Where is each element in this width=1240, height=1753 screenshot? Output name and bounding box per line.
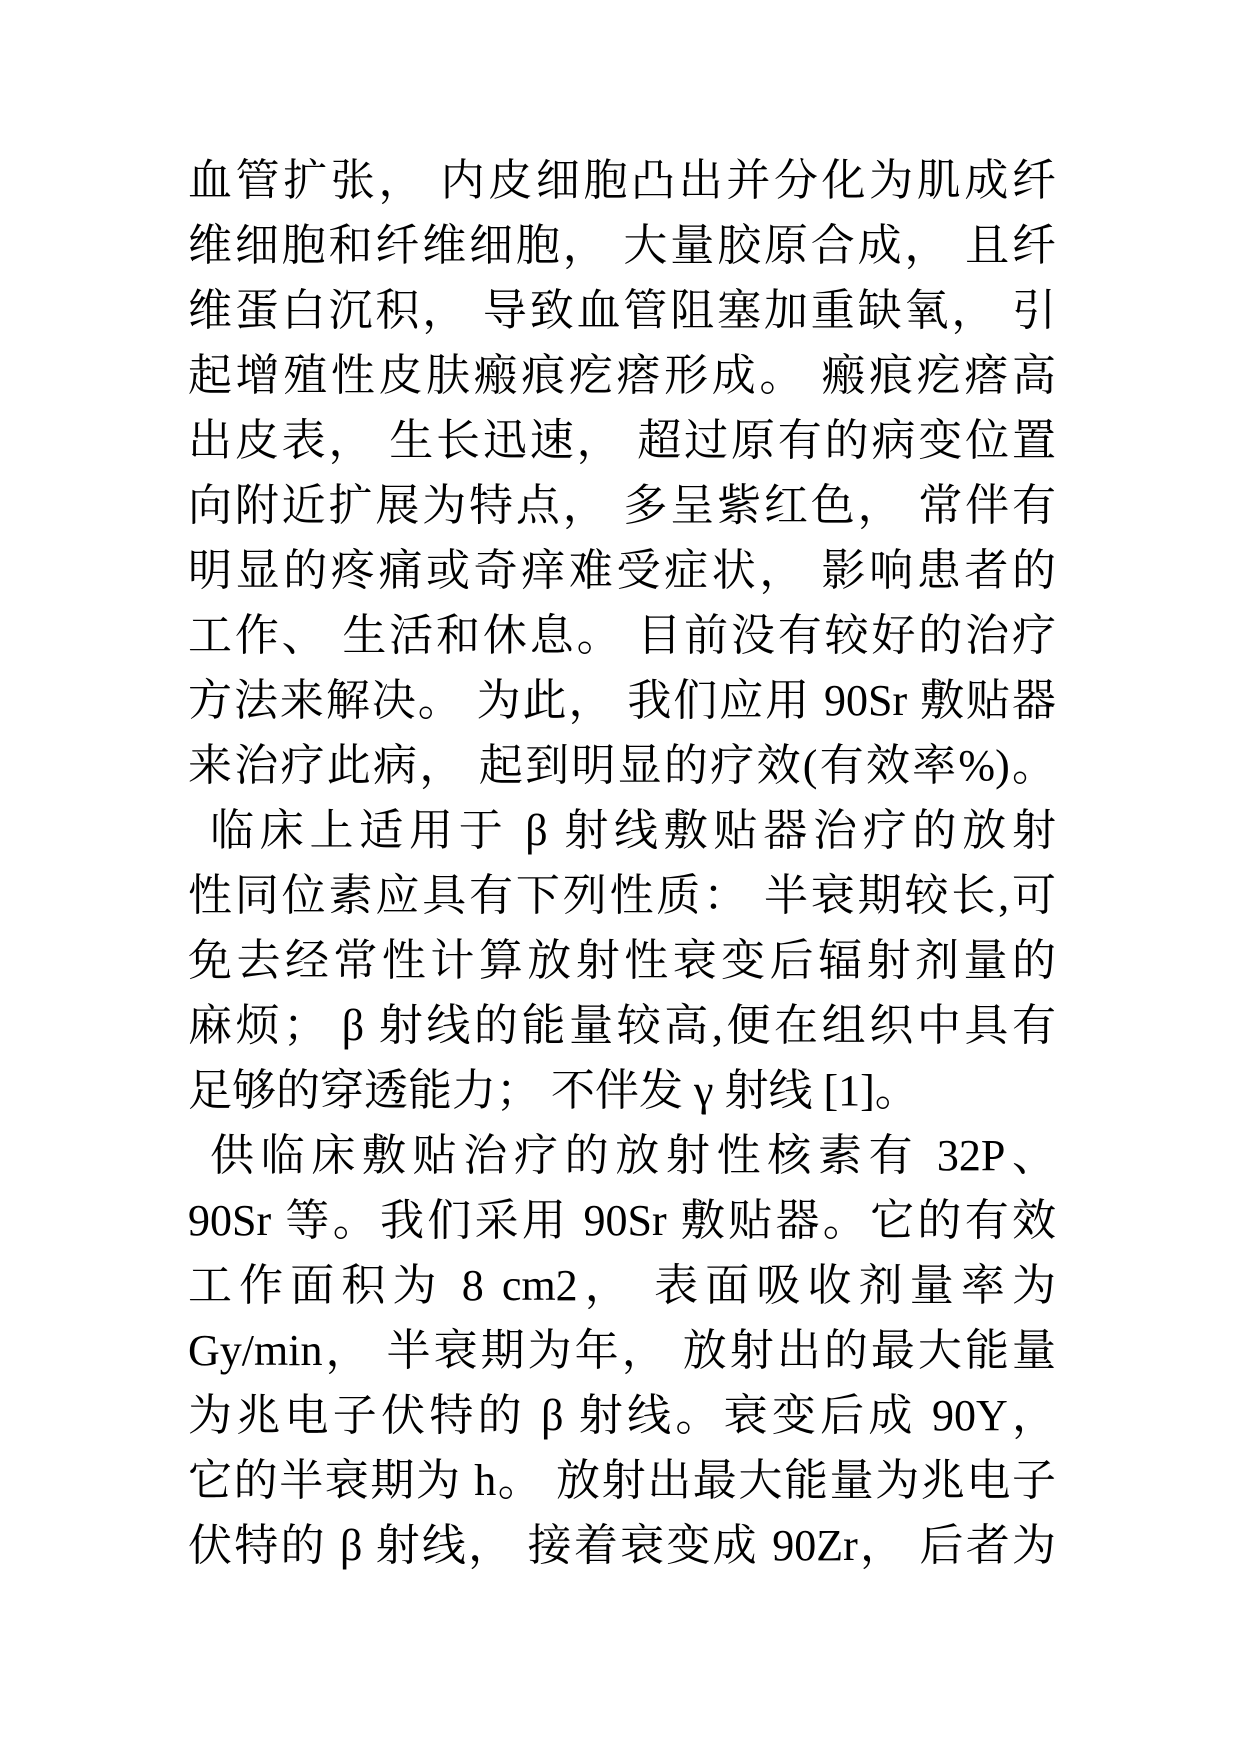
text-line: 工作、 生活和休息。 目前没有较好的治疗 xyxy=(188,611,1056,660)
text-line: 供临床敷贴治疗的放射性核素有 32P、 xyxy=(210,1131,1056,1180)
paragraph-2 xyxy=(188,798,1056,1123)
text-line: 90Sr 等。我们采用 90Sr 敷贴器。它的有效 xyxy=(188,1196,1056,1245)
text-line: 维蛋白沉积， 导致血管阻塞加重缺氧， 引 xyxy=(188,286,1056,335)
paragraph-3 xyxy=(188,1123,1056,1578)
text-line: 起增殖性皮肤瘢痕疙瘩形成。 瘢痕疙瘩高 xyxy=(188,351,1056,400)
text-line: 性同位素应具有下列性质： 半衰期较长,可 xyxy=(188,871,1056,920)
text-line: 出皮表， 生长迅速， 超过原有的病变位置 xyxy=(188,416,1056,465)
text-line: 血管扩张， 内皮细胞凸出并分化为肌成纤 xyxy=(188,156,1056,205)
text-block xyxy=(188,148,1056,1578)
text-line: 临床上适用于 β 射线敷贴器治疗的放射 xyxy=(210,806,1056,855)
text-line: 方法来解决。 为此， 我们应用 90Sr 敷贴器 xyxy=(188,676,1056,725)
text-line: 免去经常性计算放射性衰变后辐射剂量的 xyxy=(188,936,1056,985)
text-line: 工作面积为 8 cm2， 表面吸收剂量率为 xyxy=(188,1261,1056,1310)
text-line: 维细胞和纤维细胞， 大量胶原合成， 且纤 xyxy=(188,221,1056,270)
text-line: 伏特的 β 射线， 接着衰变成 90Zr， 后者为 xyxy=(188,1521,1056,1570)
text-line: 足够的穿透能力； 不伴发 γ 射线 [1]。 xyxy=(188,1066,919,1115)
text-line: 明显的疼痛或奇痒难受症状， 影响患者的 xyxy=(188,546,1056,595)
text-line: Gy/min， 半衰期为年， 放射出的最大能量 xyxy=(188,1326,1056,1375)
text-line: 它的半衰期为 h。 放射出最大能量为兆电子 xyxy=(188,1456,1056,1505)
text-line: 向附近扩展为特点， 多呈紫红色， 常伴有 xyxy=(188,481,1056,530)
text-line: 来治疗此病， 起到明显的疗效(有效率%)。 xyxy=(188,741,1056,790)
text-line: 麻烦； β 射线的能量较高,便在组织中具有 xyxy=(188,1001,1056,1050)
paragraph-1 xyxy=(188,148,1056,798)
text-line: 为兆电子伏特的 β 射线。衰变后成 90Y， xyxy=(188,1391,1056,1440)
